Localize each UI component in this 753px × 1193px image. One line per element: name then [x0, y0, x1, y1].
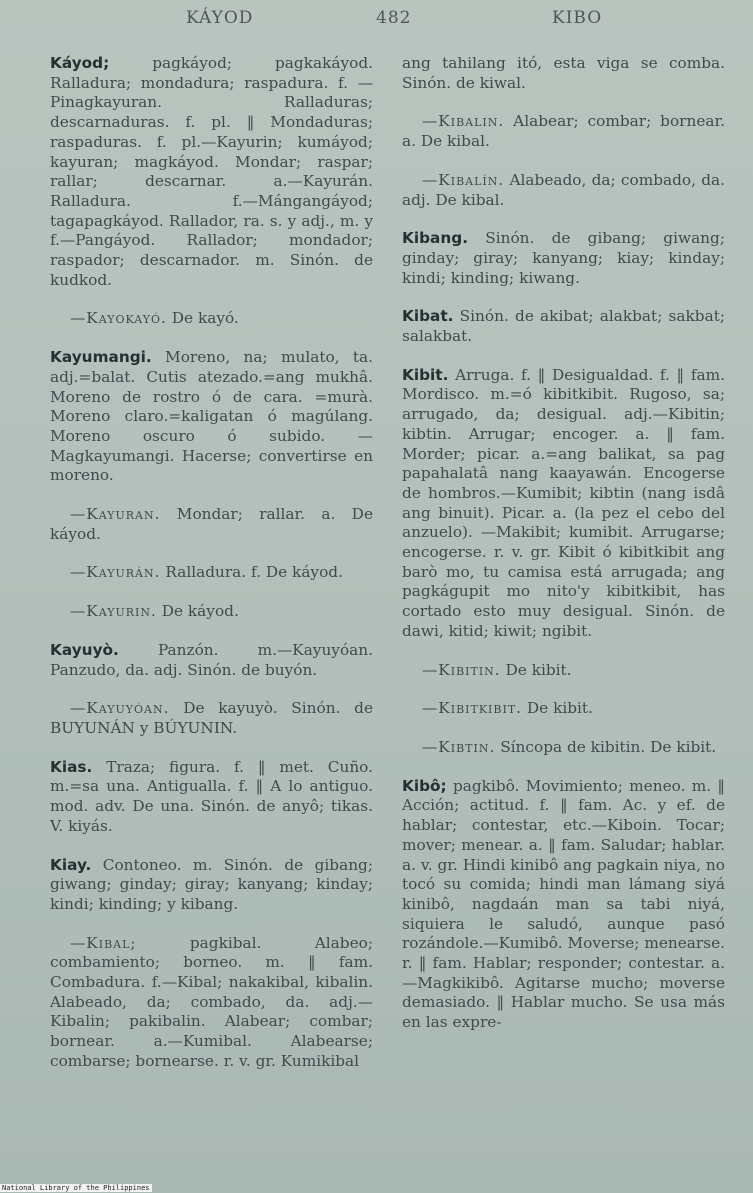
definition: De kayuyò. Sinón. de BUYUNÁN y BÚYUNIN.	[50, 699, 373, 737]
definition: Moreno, na; mulato, ta. adj.=balat. Cutis atezado.=ang mukhâ. Moreno de rostro ó de cara. =murà. Moreno claro.=kaligatan ó magúlang. Moreno oscuro ó subido. —Magkayumangi. Hacerse; convertirse en moreno.	[50, 348, 373, 485]
definition: De kibit.	[500, 660, 572, 679]
definition: Síncopa de kibitin. De kibit.	[495, 737, 717, 756]
definition: Traza; figura. f. ‖ met. Cuño. m.=sa una. Antigualla. f. ‖ A lo antiguo. mod. adv. De una. Sinón. de anyô; tikas. V. kiyás.	[50, 757, 373, 835]
subentry-word: —Kibal;	[70, 933, 137, 952]
running-head-right: KIBO	[552, 8, 603, 28]
entry-kayuyoan	[50, 699, 373, 738]
entry-kibitkibit	[402, 699, 725, 719]
subentry-word: —Kibalín.	[422, 170, 505, 189]
definition: pagkáyod; pagkakáyod. Ralladura; mondadura; raspadura. f. —Pinagkayuran. Ralladuras; descarnaduras. f. pl. ‖ Mondaduras; raspaduras. f. pl.—Kayurin; kumáyod; kayuran; magkáyod. Mondar; raspar; rallar; descarnar. a.—Kayurán. Ralladura. f.—Mángangáyod; tagapagkáyod. Rallador, ra. s. y adj., m. y f.—Pangáyod. Rallador; mondador; raspador; descarnador. m. Sinón. de kudkod.	[50, 54, 373, 289]
page-number: 482	[376, 8, 412, 28]
definition: De kibit.	[522, 699, 593, 718]
entry-kibitin	[402, 661, 725, 681]
definition: Panzón. m.—Kayuyóan. Panzudo, da. adj. Sinón. de buyón.	[50, 640, 373, 679]
definition: Alabeado, da; combado, da. adj. De kibal.	[402, 170, 725, 209]
entry-kayurin	[50, 602, 373, 622]
definition: Sinón. de akibat; alakbat; sakbat; salakbat.	[402, 307, 725, 346]
library-credit: National Library of the Philippines	[2, 1184, 150, 1192]
definition: Ralladura. f. De káyod.	[160, 563, 343, 582]
left-column	[50, 54, 373, 1091]
entry-kibalin	[402, 112, 725, 151]
definition: Sinón. de gibang; giwang; ginday; giray; kanyang; kiay; kinday; kindi; kinding; kiwang.	[402, 229, 725, 287]
entry-kibal	[50, 934, 373, 1072]
subentry-word: —Kibitin.	[422, 660, 501, 679]
subentry-word: —Kibitkibit.	[422, 699, 523, 718]
definition: pagkibô. Movimiento; meneo. m. ‖ Acción; actitud. f. ‖ fam. Ac. y ef. de hablar; contestar, etc.—Kiboin. Tocar; mover; menear. a. ‖ fam. Saludar; hablar. a. v. gr. Hindi kinibô ang pagkain niya, no tocó su comida; hindi man lámang siyá kinibô, nagdaán man sa tabi niyá, siquiera le saludó, aunque pasó rozándole.—Kumibô. Moverse; menearse. r. ‖ fam. Hablar; responder; contestar. a.—Magkikibô. Agitarse mucho; moverse demasiado. ‖ Hablar mucho. Se usa más en las expre-	[402, 776, 725, 1032]
subentry-word: —Kibtin.	[422, 737, 496, 756]
headword: Káyod;	[50, 54, 110, 72]
headword: Kibô;	[402, 776, 447, 795]
entry-kibtin	[402, 738, 725, 758]
subentry-word: —Kibalin.	[422, 112, 505, 131]
definition: De kayó.	[166, 309, 239, 328]
subentry-word: —Kayuyóan.	[70, 699, 170, 718]
entry-kayokayo	[50, 309, 373, 329]
definition: ang tahilang itó, esta viga se comba. Sinón. de kiwal.	[402, 54, 725, 92]
headword: Kayumangi.	[50, 348, 152, 367]
headword: Kias.	[50, 757, 93, 776]
entry-kibalin-adj	[402, 171, 725, 210]
subentry-word: —Kayokayó.	[70, 309, 167, 328]
entry-kibat	[402, 307, 725, 346]
definition: Contoneo. m. Sinón. de gibang; giwang; ginday; giray; kanyang; kinday; kindi; kinding; y kibang.	[50, 855, 373, 913]
definition: Alabear; combar; bornear. a. De kibal.	[402, 112, 725, 151]
entry-kias	[50, 758, 373, 837]
definition: Mondar; rallar. a. De káyod.	[50, 505, 373, 543]
entry-kiay	[50, 856, 373, 915]
headword: Kibat.	[402, 307, 454, 326]
entry-kayuran-noun	[50, 563, 373, 583]
entry-continuation	[402, 54, 725, 93]
headword: Kiay.	[50, 855, 92, 874]
entry-kibit	[402, 366, 725, 642]
headword: Kayuyò.	[50, 640, 119, 659]
entry-kibo	[402, 777, 725, 1033]
entry-kayod	[50, 54, 373, 290]
definition: Arruga. f. ‖ Desigualdad. f. ‖ fam. Mordisco. m.=ó kibitkibit. Rugoso, sa; arrugado, da; desigual. adj.—Kibitin; kibtin. Arrugar; encoger. a. ‖ fam. Morder; picar. a.=ang balikat, sa pag papahalatâ nang kaayawán. Encogerse de hombros.—Kumibit; kibtin (nang isdâ ang binuit). Picar. a. (la pez el cebo del anzuelo). —Makibit; kumibit. Arrugarse; encogerse. r. v. gr. Kibit ó kibitkibit ang barò mo, tu camisa está arrugada; ang pagkágupit mo nito'y kibitkibit, has cortado esto muy desigual. Sinón. de dawi, kitid; kiwit; ngibit.	[402, 365, 725, 640]
entry-kayuran	[50, 505, 373, 544]
entry-kayuyo	[50, 641, 373, 680]
entry-kayumangi	[50, 348, 373, 486]
subentry-word: —Kayurán.	[70, 563, 161, 582]
definition: De káyod.	[156, 602, 239, 621]
subentry-word: —Kayurin.	[70, 602, 157, 621]
definition: pagkibal. Alabeo; combamiento; borneo. m. ‖ fam. Combadura. f.—Kibal; nakakibal, kibalin. Alabeado, da; combado, da. adj.—Kibalin; pakibalin. Alabear; combar; bornear. a.—Kumibal. Alabearse; combarse; bornearse. r. v. gr. Kumikibal	[50, 933, 373, 1070]
subentry-word: —Kayuran.	[70, 505, 161, 524]
headword: Kibang.	[402, 229, 469, 248]
headword: Kibit.	[402, 365, 449, 384]
right-column	[402, 54, 725, 1052]
entry-kibang	[402, 229, 725, 288]
running-head-left: KÁYOD	[186, 8, 254, 28]
